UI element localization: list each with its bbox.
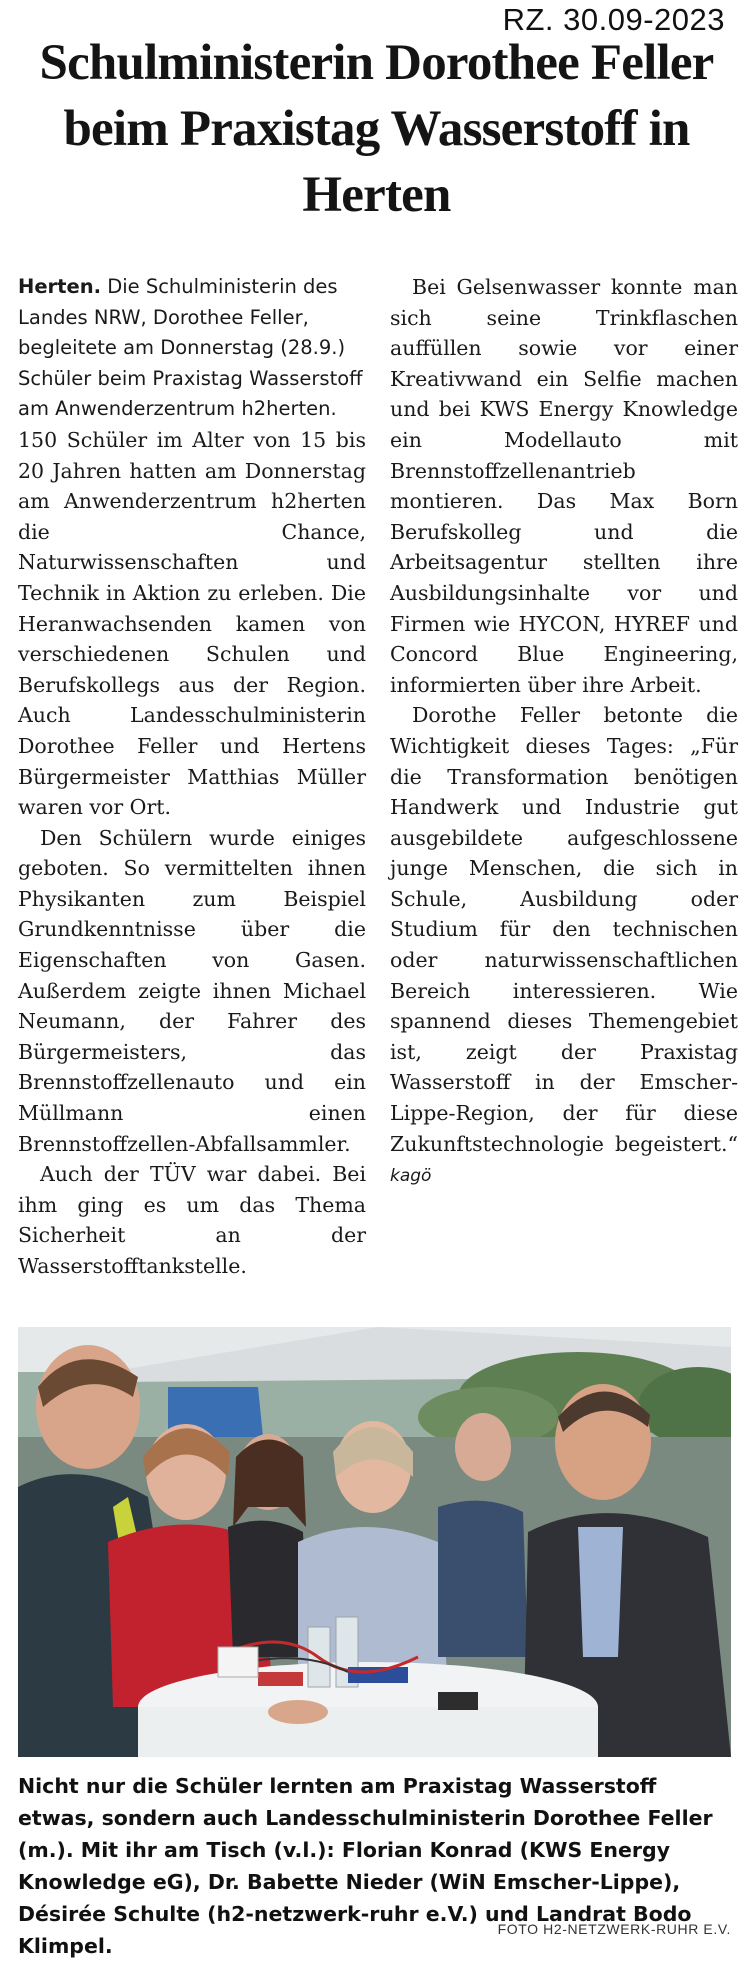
article-headline: Schulministerin Dorothee Feller beim Praxistag Wasserstoff in Herten: [39, 35, 714, 223]
paragraph-3: Auch der TÜV war dabei. Bei ihm ging es um das Thema Sicherheit an der Wasserstofftankstelle.: [18, 1162, 366, 1278]
paragraph-1: 150 Schüler im Alter von 15 bis 20 Jahren hatten am Donnerstag am Anwenderzentrum h2herten die Chance, Naturwissenschaften und Technik in Aktion zu erleben. Die Heranwachsenden kamen von verschiedenen Schulen und Berufskollegs aus der Region. Auch Landesschulministerin Dorothee Feller und Hertens Bürgermeister Matthias Müller waren vor Ort.: [18, 427, 366, 820]
paragraph-5-text: Dorothe Feller betonte die Wichtigkeit dieses Tages: „Für die Transformation benötigen Handwerk und Industrie gut ausgebildete aufgeschlossene junge Menschen, die sich in Schule, Ausbildung oder Studium für den technischen oder naturwissenschaftlichen Bereich interessieren. Wie spannend dieses Themengebiet ist, zeigt der Praxistag Wasserstoff in der Emscher-Lippe-Region, der für diese Zukunftstechnologie begeistert.“: [390, 703, 738, 1156]
paragraph-5: [390, 700, 738, 1192]
date-stamp: RZ. 30.09-2023: [502, 2, 725, 37]
article-column-left: [18, 272, 366, 1282]
article-photo: [18, 1327, 731, 1757]
paragraph-2: Den Schülern wurde einiges geboten. So vermittelten ihnen Physikanten zum Beispiel Grundkenntnisse über die Eigenschaften von Gasen. Außerdem zeigte ihnen Michael Neumann, der Fahrer des Bürgermeisters, das Brennstoffzellenauto und ein Müllmann einen Brennstoffzellen-Abfallsammler.: [18, 825, 366, 1156]
photo-illustration: [18, 1327, 731, 1757]
article-lead: [18, 272, 366, 425]
paragraph-4: Bei Gelsenwasser konnte man sich seine Trinkflaschen auffüllen sowie vor einer Kreativwand ein Selfie machen und bei KWS Energy Knowledge ein Modellauto mit Brennstoffzellenantrieb montieren. Das Max Born Berufskolleg und die Arbeitsagentur stellten ihre Ausbildungsinhalte vor und Firmen wie HYCON, HYREF und Concord Blue Engineering, informierten über ihre Arbeit.: [390, 275, 738, 697]
author-byline: kagö: [390, 1166, 432, 1187]
article-column-right: [390, 272, 738, 1192]
dateline: Herten.: [18, 275, 101, 298]
photo-credit: FOTO H2-NETZWERK-RUHR E.V.: [497, 1921, 731, 1937]
photo-caption: Nicht nur die Schüler lernten am Praxistag Wasserstoff etwas, sondern auch Landesschulministerin Dorothee Feller (m.). Mit ihr am Tisch (v.l.): Florian Konrad (KWS Energy Knowledge eG), Dr. Babette Nieder (WiN Emscher-Lippe), Désirée Schulte (h2-netzwerk-ruhr e.V.) und Landrat Bodo Klimpel.: [18, 1774, 713, 1958]
lead-text: Die Schulministerin des Landes NRW, Dorothee Feller, begleitete am Donnerstag (28.9.) Schüler beim Praxistag Wasserstoff am Anwenderzentrum h2herten.: [18, 275, 363, 421]
